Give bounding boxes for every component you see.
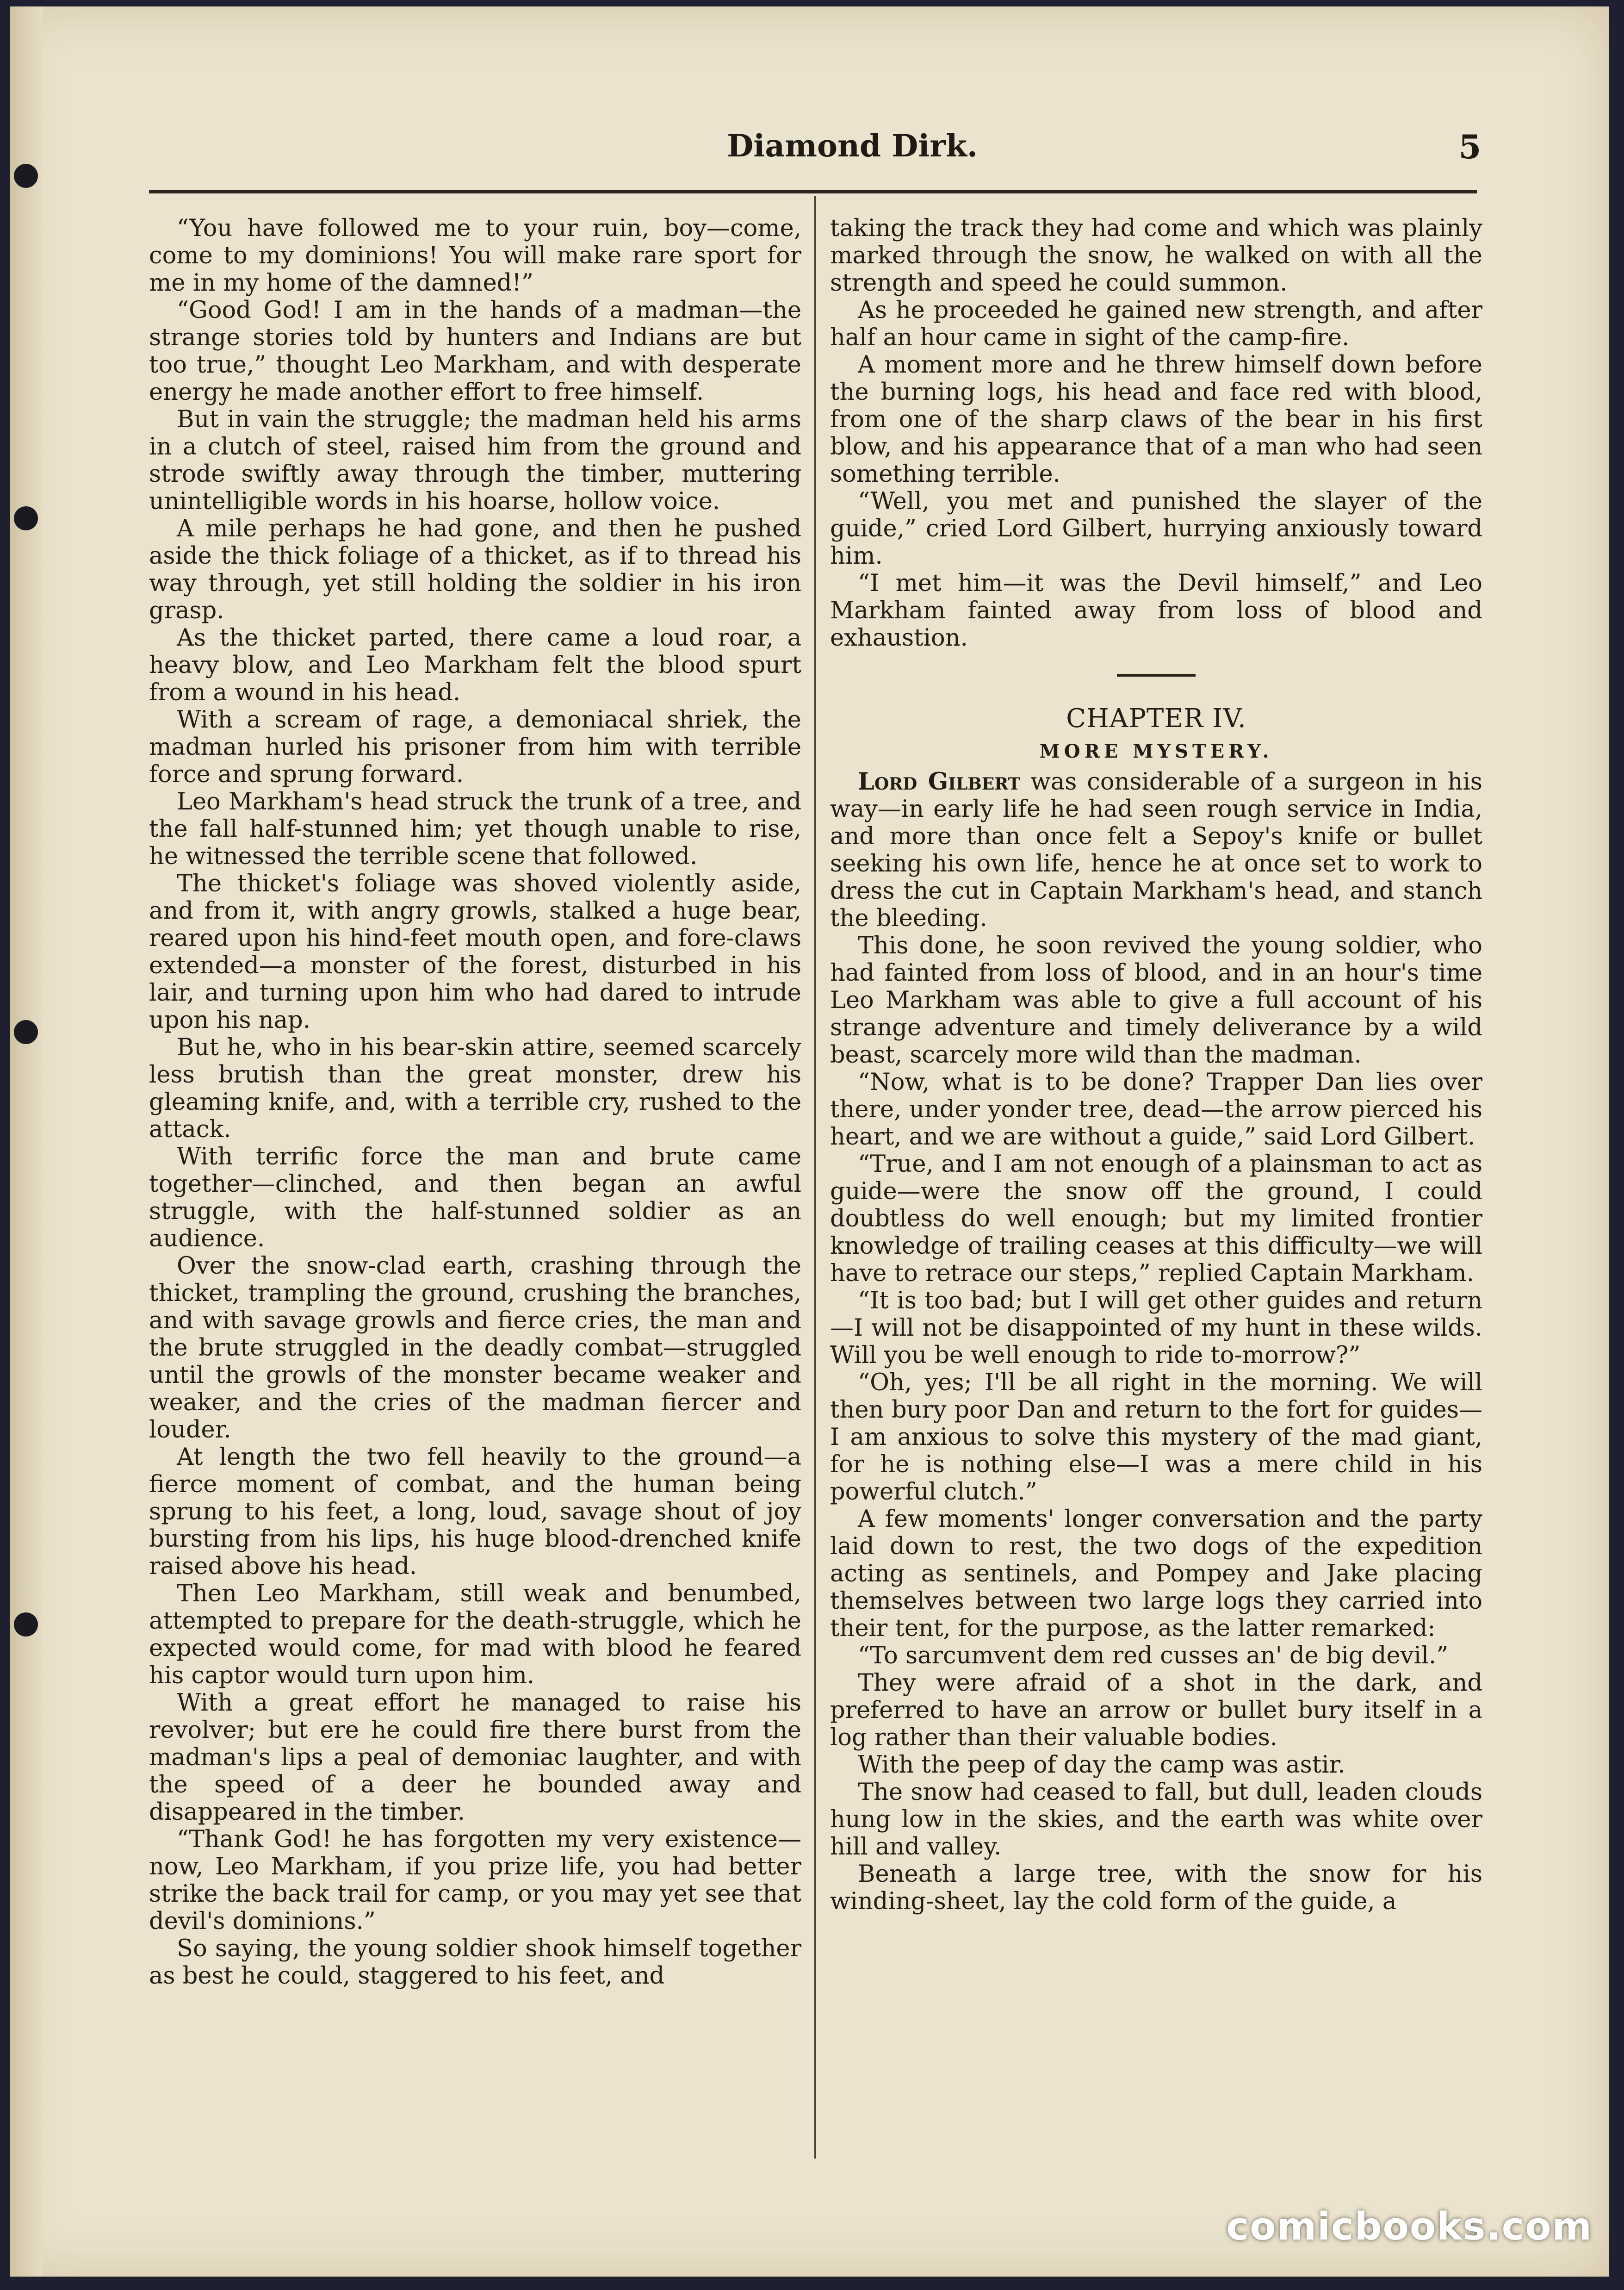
- chapter-subtitle: MORE MYSTERY.: [1039, 741, 1273, 762]
- binding-hole: [14, 1612, 38, 1637]
- paragraph: As the thicket parted, there came a loud roar, a heavy blow, and Leo Markham felt the blood spurt from a wound in his head.: [149, 624, 801, 706]
- binding-edge: [10, 6, 43, 2277]
- paragraph: Over the snow-clad earth, crashing through the thicket, trampling the ground, crushing the branches, and with savage growls and fierce cries, the man and the brute struggled in the deadly combat—struggled until the growls of the monster became weaker and weaker, and the cries of the madman fiercer and louder.: [149, 1252, 801, 1444]
- opening-small-caps: Lord Gilbert: [858, 768, 1021, 796]
- chapter-separator: [1117, 674, 1196, 677]
- paragraph: But in vain the struggle; the madman held his arms in a clutch of steel, raised him from the ground and strode swiftly away through the timber, muttering unintelligible words in his hoarse, hollow voice.: [149, 406, 801, 515]
- paragraph: Beneath a large tree, with the snow for his winding-sheet, lay the cold form of the guide, a: [830, 1861, 1482, 1915]
- paragraph: “True, and I am not enough of a plainsman to act as guide—were the snow off the ground, I could doubtless do well enough; but my limited frontier knowledge of trailing ceases at this difficulty—we will have to retrace our steps,” replied Captain Markham.: [830, 1151, 1482, 1287]
- paragraph: The thicket's foliage was shoved violently aside, and from it, with angry growls, stalked a huge bear, reared upon his hind-feet mouth open, and fore-claws extended—a monster of the forest, disturbed in his lair, and turning upon him who had dared to intrude upon his nap.: [149, 870, 801, 1034]
- paragraph: At length the two fell heavily to the ground—a fierce moment of combat, and the human being sprung to his feet, a long, loud, savage shout of joy bursting from his lips, his huge blood-drenched knife raised above his head.: [149, 1444, 801, 1580]
- paragraph: “It is too bad; but I will get other guides and return—I will not be disappointed of my hunt in these wilds. Will you be well enough to ride to-morrow?”: [830, 1287, 1482, 1369]
- book-page: [10, 6, 1609, 2277]
- paragraph: A moment more and he threw himself down before the burning logs, his head and face red with blood, from one of the sharp claws of the bear in his first blow, and his appearance that of a man who had seen something terrible.: [830, 351, 1482, 488]
- paragraph: With the peep of day the camp was astir.: [858, 1751, 1345, 1779]
- running-title: Diamond Dirk.: [727, 128, 978, 164]
- paragraph: “Well, you met and punished the slayer of the guide,” cried Lord Gilbert, hurrying anxiously toward him.: [830, 488, 1482, 570]
- binding-hole: [14, 1020, 38, 1044]
- binding-hole: [14, 506, 38, 530]
- chapter-opening-paragraph: [830, 768, 1482, 932]
- paragraph: But he, who in his bear-skin attire, seemed scarcely less brutish than the great monster, drew his gleaming knife, and, with a terrible cry, rushed to the attack.: [149, 1034, 801, 1143]
- left-column: [149, 215, 801, 1990]
- paragraph: As he proceeded he gained new strength, and after half an hour came in sight of the camp-fire.: [830, 297, 1482, 351]
- paragraph: “Oh, yes; I'll be all right in the morning. We will then bury poor Dan and return to the fort for guides—I am anxious to solve this mystery of the mad giant, for he is nothing else—I was a mere child in his powerful clutch.”: [830, 1369, 1482, 1506]
- paragraph: Then Leo Markham, still weak and benumbed, attempted to prepare for the death-struggle, which he expected would come, for mad with blood he feared his captor would turn upon him.: [149, 1580, 801, 1689]
- opening-text: was considerable of a surgeon in his way—in early life he had seen rough service in India, and more than once felt a Sepoy's knife or bullet seeking his own life, hence he at once set to work to dress the cut in Captain Markham's head, and stanch the bleeding.: [830, 768, 1482, 932]
- paragraph: “Now, what is to be done? Trapper Dan lies over there, under yonder tree, dead—the arrow pierced his heart, and we are without a guide,” said Lord Gilbert.: [830, 1069, 1482, 1151]
- paragraph: taking the track they had come and which was plainly marked through the snow, he walked on with all the strength and speed he could summon.: [830, 215, 1482, 297]
- paragraph: Leo Markham's head struck the trunk of a tree, and the fall half-stunned him; yet though unable to rise, he witnessed the terrible scene that followed.: [149, 788, 801, 870]
- paragraph: So saying, the young soldier shook himself together as best he could, staggered to his feet, and: [149, 1935, 801, 1990]
- paragraph: “Thank God! he has forgotten my very existence—now, Leo Markham, if you prize life, you had better strike the back trail for camp, or you may yet see that devil's dominions.”: [149, 1826, 801, 1935]
- site-watermark: comicbooks.com: [1226, 2205, 1593, 2249]
- paragraph: They were afraid of a shot in the dark, and preferred to have an arrow or bullet bury itself in a log rather than their valuable bodies.: [830, 1669, 1482, 1751]
- paragraph: This done, he soon revived the young soldier, who had fainted from loss of blood, and in an hour's time Leo Markham was able to give a full account of his strange adventure and timely deliverance by a wild beast, scarcely more wild than the madman.: [830, 932, 1482, 1069]
- column-divider: [814, 196, 816, 2159]
- paragraph: “I met him—it was the Devil himself,” and Leo Markham fainted away from loss of blood and exhaustion.: [830, 570, 1482, 652]
- header-rule: [149, 190, 1477, 193]
- paragraph: “To sarcumvent dem red cusses an' de big devil.”: [858, 1642, 1449, 1669]
- paragraph: “You have followed me to your ruin, boy—come, come to my dominions! You will make rare sport for me in my home of the damned!”: [149, 215, 801, 297]
- page-number: 5: [1458, 128, 1481, 166]
- paragraph: With a great effort he managed to raise his revolver; but ere he could fire there burst from the madman's lips a peal of demoniac laughter, and with the speed of a deer he bounded away and disappeared in the timber.: [149, 1689, 801, 1826]
- paragraph: A few moments' longer conversation and the party laid down to rest, the two dogs of the expedition acting as sentinels, and Pompey and Jake placing themselves between two large logs they carried into their tent, for the purpose, as the latter remarked:: [830, 1506, 1482, 1642]
- chapter-title: CHAPTER IV.: [1066, 703, 1246, 734]
- paragraph: A mile perhaps he had gone, and then he pushed aside the thick foliage of a thicket, as if to thread his way through, yet still holding the soldier in his iron grasp.: [149, 515, 801, 624]
- paragraph: “Good God! I am in the hands of a madman—the strange stories told by hunters and Indians are but too true,” thought Leo Markham, and with desperate energy he made another effort to free himself.: [149, 297, 801, 406]
- paragraph: The snow had ceased to fall, but dull, leaden clouds hung low in the skies, and the earth was white over hill and valley.: [830, 1779, 1482, 1861]
- paragraph: With terrific force the man and brute came together—clinched, and then began an awful struggle, with the half-stunned soldier as an audience.: [149, 1143, 801, 1252]
- binding-hole: [14, 164, 38, 188]
- right-column: [830, 215, 1482, 1915]
- paragraph: With a scream of rage, a demoniacal shriek, the madman hurled his prisoner from him with terrible force and sprung forward.: [149, 706, 801, 788]
